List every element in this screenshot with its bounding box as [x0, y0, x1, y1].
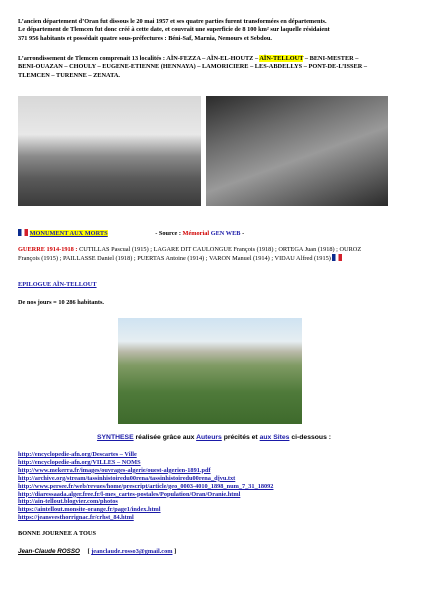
source-site[interactable]: Mémorial [182, 230, 210, 237]
guerre-paragraph [18, 246, 410, 264]
source-suffix: - [242, 230, 245, 237]
arrondissement-line-1 [18, 55, 410, 63]
synthese-sites: aux Sites [259, 434, 290, 441]
link-item[interactable]: http://archive.org/stream/tassinhistoiredu00rena/tassinhistoiredu00rena_djvu.txt [18, 474, 236, 482]
link-item[interactable]: http://encyclopedie-afn.org/VILLES – NOMS [18, 458, 141, 466]
link-item[interactable]: https://aintellout.monsite-orange.fr/page1/index.html [18, 506, 161, 514]
author-line: Jean-Claude ROSSO [ jeanclaude.rosso3@gmail.com ] [18, 548, 177, 555]
synthese-auteurs: Auteurs [196, 434, 222, 441]
french-flag-icon [332, 254, 342, 261]
link-item[interactable]: http://encyclopedie-afn.org/Descartes – Ville [18, 451, 137, 458]
link-item[interactable]: http://www.persee.fr/web/revues/home/prescript/article/geo_0003-4010_1898_num_7_31_18092 [18, 482, 274, 490]
highlight-ain-tellout: AÏN-TELLOUT [259, 55, 304, 62]
guerre-text-2: François (1915) ; PAILLASSE Daniel (1918) ; PUERTAS Antoine (1914) ; VARON Manuel (1914) ; VIDAU Alfred (1915) [18, 255, 331, 263]
french-flag-icon [18, 229, 28, 236]
guerre-text-1: CUTILLAS Pascual (1915) ; LAGARE DIT CAULONGUE François (1918) ; ORTEGA Juan (1918) ; OUROZ [79, 246, 362, 253]
link-item[interactable]: https://jeansvesthorrignac.fr/crhst_84.html [18, 514, 134, 522]
monument-label[interactable]: MONUMENT AUX MORTS [29, 230, 108, 237]
arrondissement-paragraph [18, 55, 410, 80]
synthese-line [18, 434, 410, 442]
intro-line-1: L’ancien département d’Oran fut dissous le 20 mai 1957 et ses quatre parties furent transformées en départements. [18, 18, 327, 25]
arrondissement-line-3: TLEMCEN – TURENNE – ZENATA. [18, 71, 120, 79]
epilogue-title: EPILOGUE AÏN-TELLOUT [18, 281, 97, 288]
monument-line [18, 229, 410, 238]
epilogue-text: De nos jours = 10 286 habitants. [18, 299, 104, 306]
synthese-mid-1: réalisée grâce aux [135, 434, 195, 441]
guerre-label: GUERRE 1914-1918 : [18, 246, 78, 253]
link-item[interactable]: http://ain-tellout.blogvier.com/photos [18, 498, 118, 506]
author-email[interactable]: jeanclaude.rosso3@gmail.com [91, 548, 173, 555]
synthese-end: ci-dessous : [291, 434, 332, 441]
town-photo-left [18, 96, 201, 206]
arrondissement-part-1: AÏN-FEZZA – AÏN-EL-HOUTZ – [166, 55, 259, 62]
town-photo-right [206, 96, 388, 206]
guerre-line-2 [18, 254, 410, 263]
arrondissement-part-2: – BENI-MESTER – [304, 55, 359, 62]
source-gen[interactable]: GEN WEB [210, 230, 241, 237]
intro-line-2: Le département de Tlemcen fut donc créé à cette date, et couvrait une superficie de 8 100 km² sur laquelle résidaient [18, 26, 330, 34]
closing-text: BONNE JOURNEE A TOUS [18, 530, 96, 537]
link-item[interactable]: http://diaressaada.alger.free.fr/l-mes_cartes-postales/Population/Oran/Oranie.html [18, 490, 241, 498]
intro-line-3: 371 956 habitants et possédait quatre sous-préfectures : Béni-Saf, Marnia, Nemours et Sebdou. [18, 34, 272, 42]
arrondissement-line-2: BENI-OUAZAN – CHOULY – EUGENE-ETIENNE (HENNAYA) – LAMORICIERE – LES-ABDELLYS – PONT-DE-L’ISSER – [18, 63, 367, 71]
synthese-mid-2: précités et [223, 434, 258, 441]
synthese-word: SYNTHESE [96, 434, 134, 441]
author-name: Jean-Claude ROSSO [18, 548, 80, 555]
source-prefix: - Source : [155, 230, 181, 237]
landscape-photo [118, 318, 302, 424]
source-line [155, 230, 244, 237]
link-item[interactable]: http://www.mekerra.fr/images/ouvrages-algerie/ouest-algerien-1891.pdf [18, 466, 211, 474]
arrondissement-prefix: L’arrondissement de Tlemcen comprenait 13 localités : [18, 55, 166, 62]
intro-paragraph [18, 18, 410, 43]
guerre-line-1 [18, 246, 410, 254]
links-list [18, 451, 410, 522]
